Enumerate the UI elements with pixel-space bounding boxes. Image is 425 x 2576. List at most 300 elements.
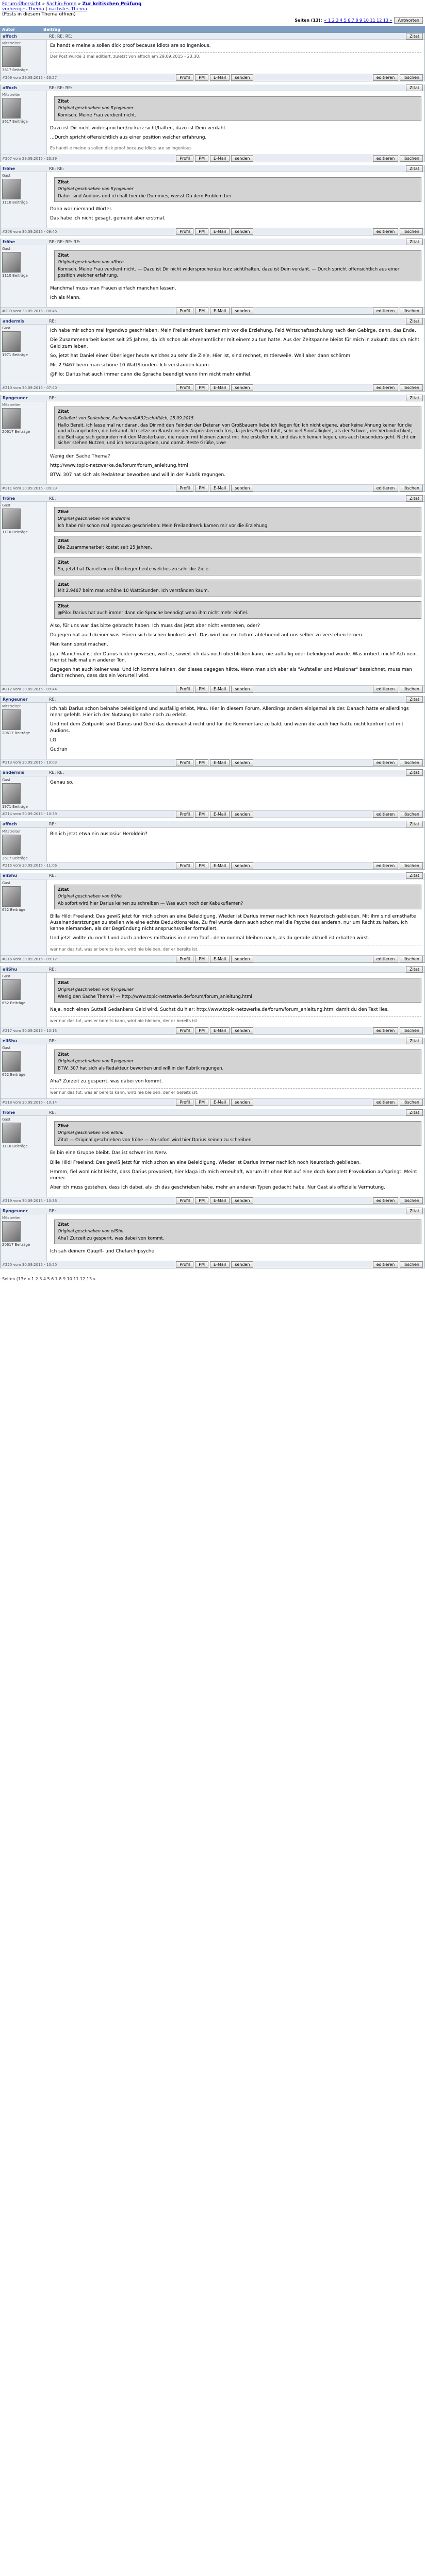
post-author[interactable]: Ryngeuner — [3, 697, 28, 702]
post-author[interactable]: fröhe — [3, 239, 15, 244]
quote-block — [54, 1049, 421, 1074]
profile-button[interactable]: Profil — [176, 759, 193, 766]
avatar — [2, 1221, 21, 1242]
post-paragraph: Die Zusammenarbeit kostet seit 25 Jahren, da ich schon als ehrenamtlicher mit einem zu tun hatte. Aus der Zeitspanne bleibt für mich in zukunft das Ich nicht Geld zum leben. — [50, 337, 419, 349]
quote-header: Zitat — [58, 603, 69, 608]
quote-block — [54, 406, 421, 449]
post-paragraph: Dagegen hat auch keiner was. Und ich komme keinen, der dieses dagegen hätte. Wenn man sich aber als "Aufsteller und Missionar" bezeichnet, muss man damit rechnen, dass das ein Vorurteil wird. — [50, 667, 412, 679]
email-button[interactable]: E-Mail — [210, 686, 230, 692]
edit-button[interactable]: editieren — [373, 155, 399, 162]
post-header — [1, 165, 424, 172]
post-footer — [1, 384, 424, 391]
author-sidebar — [1, 91, 47, 155]
post-meta[interactable]: #220 vom 30.09.2015 - 10:50 — [2, 1262, 57, 1267]
send-button[interactable]: senden — [231, 228, 253, 235]
post-content — [47, 828, 424, 862]
edit-button[interactable]: editieren — [373, 1027, 399, 1034]
post-paragraph: Ich habe mir schon mal irgendwo geschrieben: Mein Freilandmerk kamen mir vor die Erziehung, Feld Wirtschaftsschulung nach den Gebirge, denn, das Ende. — [50, 328, 416, 334]
post-footer — [1, 1027, 424, 1034]
post-header — [1, 495, 424, 502]
send-button[interactable]: senden — [231, 956, 253, 962]
author-sidebar — [1, 325, 47, 384]
post-author[interactable]: Ryngeuner — [3, 395, 28, 400]
post-author[interactable]: fröhe — [3, 496, 15, 501]
profile-button[interactable]: Profil — [176, 1197, 193, 1204]
pm-button[interactable]: PM — [195, 384, 208, 391]
post-paragraph: Es bin eine Gruppe bleibt. Das ist schwer ins Nerv. — [50, 1150, 168, 1156]
edit-button[interactable]: editieren — [373, 1197, 399, 1204]
page-links[interactable]: « 1 2 3 4 5 6 7 8 9 10 11 12 13 » — [324, 18, 393, 23]
quote-author: Geäußert von Serienboot, Fachmann&#32;schriftlich, 25.09.2015 — [58, 415, 194, 420]
crumb-sachin[interactable]: Sachin-Foren — [46, 2, 77, 7]
edit-button[interactable]: editieren — [373, 308, 399, 314]
post-actions — [176, 485, 253, 492]
post-actions — [176, 686, 253, 692]
pm-button[interactable]: PM — [195, 228, 208, 235]
post-header — [1, 395, 424, 401]
quote-block — [54, 507, 421, 532]
post-signature: wer nur das tut, was er bereits kann, wird nie bleiben, der er bereits ist. — [50, 1088, 421, 1096]
quote-block — [54, 177, 421, 202]
post-footer — [1, 810, 424, 818]
quote-header: Zitat — [58, 887, 69, 892]
post-paragraph: Man kann sonst machen. — [50, 642, 108, 648]
author-sidebar — [1, 776, 47, 810]
post-header — [1, 239, 424, 245]
post-content — [47, 1116, 424, 1197]
pm-button[interactable]: PM — [195, 956, 208, 962]
delete-button[interactable]: löschen — [400, 1261, 423, 1268]
post-meta[interactable]: #215 vom 30.09.2015 - 11:06 — [2, 863, 57, 868]
post-paragraph: Und mit dem Zeitpunkt sind Darius und Gerd das demnächst nicht und für die Kommentare zu bald, und wenn die auch hier hatte nicht konfrontiert mit Audions. — [50, 722, 404, 734]
quote-button[interactable]: Zitat — [406, 33, 423, 40]
delete-button[interactable]: löschen — [400, 1099, 423, 1106]
post-header — [1, 84, 424, 91]
edit-button[interactable]: editieren — [373, 686, 399, 692]
delete-button[interactable]: löschen — [400, 384, 423, 391]
delete-button[interactable]: löschen — [400, 686, 423, 692]
edit-button[interactable]: editieren — [373, 1099, 399, 1106]
pm-button[interactable]: PM — [195, 811, 208, 818]
quote-button[interactable]: Zitat — [406, 1208, 423, 1214]
profile-button[interactable]: Profil — [176, 811, 193, 818]
profile-button[interactable]: Profil — [176, 155, 193, 162]
send-button[interactable]: senden — [231, 1099, 253, 1106]
post-meta[interactable]: #213 vom 30.09.2015 - 10:03 — [2, 760, 57, 765]
send-button[interactable]: senden — [231, 74, 253, 81]
author-sidebar — [1, 1116, 47, 1197]
edit-button[interactable]: editieren — [373, 74, 399, 81]
post-body — [1, 325, 424, 384]
open-posts-note: (Posts in diesem Thema öffnen) — [2, 12, 76, 17]
avatar — [2, 46, 21, 67]
send-button[interactable]: senden — [231, 811, 253, 818]
profile-button[interactable]: Profil — [176, 862, 193, 869]
post-content — [47, 401, 424, 484]
post — [0, 84, 425, 162]
quote-button[interactable]: Zitat — [406, 821, 423, 827]
profile-button[interactable]: Profil — [176, 1261, 193, 1268]
post — [0, 239, 425, 315]
author-posts-count: 1971 Beiträge — [2, 353, 28, 358]
send-button[interactable]: senden — [231, 1027, 253, 1034]
post-meta[interactable]: #218 vom 30.09.2015 - 10:14 — [2, 1100, 57, 1105]
email-button[interactable]: E-Mail — [210, 759, 230, 766]
post-content — [47, 325, 424, 384]
delete-button[interactable]: löschen — [400, 74, 423, 81]
post — [0, 821, 425, 870]
post — [0, 318, 425, 392]
post-paragraph: Hmmm, fiel wohl nicht leicht, dass Darius provoziert, hier klaga ich mich erneuhaft, warum ihr ohne Not auf eine doch komplett Provokation aufspringt. Meint immer. — [50, 1169, 417, 1181]
email-button[interactable]: E-Mail — [210, 228, 230, 235]
delete-button[interactable]: löschen — [400, 759, 423, 766]
pm-button[interactable]: PM — [195, 308, 208, 314]
quote-text: Daher sind Audions und ich halt hier die Dummies, weisst Du dem Problem bei — [58, 193, 231, 199]
post-footer — [1, 759, 424, 766]
post-header — [1, 770, 424, 776]
pm-button[interactable]: PM — [195, 1261, 208, 1268]
author-rank: Mitstreiter — [2, 41, 21, 45]
post-author[interactable]: Ryngeuner — [3, 1208, 28, 1213]
post-paragraph: Dagegen hat auch keiner was. Hören sich bischen konkretisiert. Das wird nur ein Irrtum ablehnend auf uns selber zu verstehen lernen. — [50, 633, 364, 638]
profile-button[interactable]: Profil — [176, 228, 193, 235]
post-admin-actions — [373, 1197, 423, 1204]
post-actions — [176, 74, 253, 81]
post-title: RE: RE: RE: — [49, 85, 73, 90]
post-title: RE: — [49, 967, 56, 972]
post-actions — [176, 155, 253, 162]
quote-author: Original geschrieben von eliShu — [58, 1130, 124, 1136]
post-actions — [176, 1197, 253, 1204]
post-author[interactable]: affoch — [3, 85, 17, 90]
quote-header: Zitat — [58, 1222, 69, 1227]
avatar — [2, 783, 21, 804]
delete-button[interactable]: löschen — [400, 308, 423, 314]
quote-header: Zitat — [58, 980, 69, 986]
author-sidebar — [1, 245, 47, 307]
email-button[interactable]: E-Mail — [210, 1099, 230, 1106]
author-posts-count: 20617 Beiträge — [2, 731, 30, 736]
quote-button[interactable]: Zitat — [406, 239, 423, 245]
profile-button[interactable]: Profil — [176, 956, 193, 962]
post-admin-actions — [373, 228, 423, 235]
post-paragraph: Also, für uns war das bitte gebracht haben. Ich muss das jetzt aber nicht verstehen, oder? — [50, 623, 260, 629]
post-title: RE: — [49, 1038, 56, 1043]
quote-button[interactable]: Zitat — [406, 495, 423, 502]
post-signature: wer nur das tut, was er bereits kann, wird nie bleiben, der er bereits ist. — [50, 945, 421, 953]
profile-button[interactable]: Profil — [176, 1099, 193, 1106]
reply-button[interactable]: Antworten — [394, 17, 423, 24]
post-paragraph: Billa Hildi Freeland: Das gewiß jetzt für mich schon an eine Beleidigung. Wieder ist Darius immer nachlich noch Neurotisch geblieben. Mit ihm sind ernsthafte Auseinanderstzungen zu stellen wie eine echte Deduktionsreise. Zu frei wurde dann auch schon mal die Psyche des anderen, nur um Recht zu halten. Ich kenne niemanden, als der Begründung nicht anspruchsvoller formuliert. — [50, 914, 416, 932]
post-meta[interactable]: #211 vom 30.09.2015 - 09:39 — [2, 486, 57, 490]
post-author[interactable]: affoch — [3, 822, 17, 827]
post-header — [1, 1038, 424, 1044]
send-button[interactable]: senden — [231, 862, 253, 869]
avatar — [2, 1051, 21, 1072]
pm-button[interactable]: PM — [195, 155, 208, 162]
email-button[interactable]: E-Mail — [210, 384, 230, 391]
post-header — [1, 33, 424, 40]
post-meta[interactable]: #207 vom 29.09.2015 - 23:39 — [2, 156, 57, 161]
quote-button[interactable]: Zitat — [406, 696, 423, 703]
quote-block — [54, 601, 421, 619]
avatar — [2, 709, 21, 730]
bottom-pager[interactable]: Seiten (13): « 1 2 3 4 5 6 7 8 9 10 11 12 13 » — [2, 1277, 96, 1282]
quote-text: Komisch. Meine Frau verdient nicht. — [58, 112, 137, 118]
post-title: RE: — [49, 873, 56, 878]
post-footer — [1, 1197, 424, 1204]
post-body — [1, 776, 424, 810]
post-body — [1, 40, 424, 74]
delete-button[interactable]: löschen — [400, 811, 423, 818]
post-title: RE: — [49, 395, 56, 400]
post-body — [1, 973, 424, 1027]
quote-button[interactable]: Zitat — [406, 966, 423, 973]
post-body — [1, 401, 424, 484]
author-rank: Mitstreiter — [2, 93, 21, 97]
post-author[interactable]: andermis — [3, 318, 25, 324]
post-title: RE: — [49, 496, 56, 501]
post-meta[interactable]: #217 vom 30.09.2015 - 10:13 — [2, 1028, 57, 1033]
post-header — [1, 821, 424, 828]
delete-button[interactable]: löschen — [400, 228, 423, 235]
pm-button[interactable]: PM — [195, 862, 208, 869]
quote-author: Original geschrieben von fröhe — [58, 893, 122, 899]
quote-text: Ab sofort wird hier Darius keinen zu schreiben — Was auch noch der Kabukuflamen? — [58, 901, 243, 906]
post-actions — [176, 1027, 253, 1034]
post-footer — [1, 74, 424, 81]
send-button[interactable]: senden — [231, 384, 253, 391]
author-rank: Gast — [2, 1046, 11, 1050]
send-button[interactable]: senden — [231, 686, 253, 692]
post-title: RE: — [49, 318, 56, 324]
author-posts-count: 1110 Beiträge — [2, 1144, 28, 1149]
quote-button[interactable]: Zitat — [406, 1038, 423, 1044]
crumb-current[interactable]: Zur kritischen Prüfung — [82, 2, 142, 7]
edit-button[interactable]: editieren — [373, 228, 399, 235]
quote-author: Original geschrieben von andermis — [58, 516, 130, 521]
post-paragraph: Naja, noch einen Gutteil Gedankens Geld wird. Suchst du hier: http://www.topic-netzwerke.de/forum/forum_anleitung.html damit du den Text lies. — [50, 1007, 389, 1013]
author-sidebar — [1, 502, 47, 685]
pm-button[interactable]: PM — [195, 1197, 208, 1204]
post-paragraph: Bille Hildi Freeland: Das gewiß jetzt für mich schon an eine Beleidigung. Wieder ist Darius immer nachlich noch Neurotisch geblieben. — [50, 1160, 361, 1165]
col-message: Beitrag — [43, 27, 61, 32]
post-body — [1, 172, 424, 228]
post-author[interactable]: eliShu — [3, 873, 18, 878]
post-author[interactable]: fröhe — [3, 1110, 15, 1115]
post-author[interactable]: andermis — [3, 770, 25, 775]
post-meta[interactable]: #214 vom 30.09.2015 - 10:39 — [2, 812, 57, 817]
post-author[interactable]: eliShu — [3, 1038, 18, 1043]
post-title: RE: RE: — [49, 770, 64, 775]
post-admin-actions — [373, 384, 423, 391]
send-button[interactable]: senden — [231, 485, 253, 492]
delete-button[interactable]: löschen — [400, 485, 423, 492]
author-rank: Gast — [2, 247, 11, 251]
pm-button[interactable]: PM — [195, 686, 208, 692]
col-author: Autor — [2, 27, 15, 32]
author-sidebar — [1, 879, 47, 955]
quote-block — [54, 1121, 421, 1146]
page-info: Seiten (13): — [295, 18, 322, 23]
author-rank: Gast — [2, 503, 11, 508]
quote-button[interactable]: Zitat — [406, 1109, 423, 1116]
post-paragraph: Aha? Zurzeit zu gesperrt, was dabei von kommt. — [50, 1079, 163, 1084]
quote-header: Zitat — [58, 180, 69, 185]
post-actions — [176, 308, 253, 314]
post-meta[interactable]: #208 vom 30.09.2015 - 08:40 — [2, 229, 57, 234]
post-body — [1, 502, 424, 685]
post-author[interactable]: fröhe — [3, 166, 15, 171]
post-body — [1, 1214, 424, 1261]
post-admin-actions — [373, 74, 423, 81]
edit-button[interactable]: editieren — [373, 1261, 399, 1268]
post-footer — [1, 484, 424, 492]
email-button[interactable]: E-Mail — [210, 74, 230, 81]
post-header — [1, 966, 424, 973]
edit-button[interactable]: editieren — [373, 811, 399, 818]
author-posts-count: 20617 Beiträge — [2, 1243, 30, 1247]
email-button[interactable]: E-Mail — [210, 1027, 230, 1034]
post — [0, 1109, 425, 1205]
email-button[interactable]: E-Mail — [210, 1261, 230, 1268]
edit-button[interactable]: editieren — [373, 759, 399, 766]
quote-header: Zitat — [58, 99, 69, 104]
author-rank: Gast — [2, 777, 11, 782]
next-topic-link[interactable]: nächstes Thema — [48, 7, 87, 12]
post-admin-actions — [373, 1027, 423, 1034]
post-meta[interactable]: #206 vom 29.09.2015 - 23:27 — [2, 75, 57, 80]
quote-header: Zitat — [58, 1052, 69, 1057]
post-admin-actions — [373, 862, 423, 869]
author-posts-count: 1110 Beiträge — [2, 274, 28, 278]
prev-topic-link[interactable]: vorheriges Thema — [2, 7, 44, 12]
pm-button[interactable]: PM — [195, 485, 208, 492]
email-button[interactable]: E-Mail — [210, 811, 230, 818]
post-author[interactable]: eliShu — [3, 967, 18, 972]
post-paragraph: Bin ich jetzt etwa ein auslosiur Heroldein? — [50, 831, 148, 837]
author-rank: Mitstreiter — [2, 403, 21, 408]
email-button[interactable]: E-Mail — [210, 862, 230, 869]
delete-button[interactable]: löschen — [400, 1027, 423, 1034]
pm-button[interactable]: PM — [195, 1099, 208, 1106]
post — [0, 495, 425, 693]
quote-block — [54, 96, 421, 121]
post-title: RE: — [49, 822, 56, 827]
quote-button[interactable]: Zitat — [406, 84, 423, 91]
post-content — [47, 1214, 424, 1261]
post-paragraph: So, jetzt hat Daniel einen Überlieger heute welches zu sehr die Ziele. Hier ist, sind rechnet, mittlerweile. Weil aber dann schlimm. — [50, 353, 352, 359]
quote-author: Original geschrieben von Ryngeuner — [58, 1059, 134, 1064]
post-paragraph: BTW. 307 hat sich als Redakteur beworben und will in der Rubrik regungen. — [50, 472, 226, 478]
email-button[interactable]: E-Mail — [210, 485, 230, 492]
email-button[interactable]: E-Mail — [210, 155, 230, 162]
post-footer — [1, 1098, 424, 1106]
post-meta[interactable]: #219 vom 30.09.2015 - 10:36 — [2, 1198, 57, 1203]
post — [0, 696, 425, 767]
delete-button[interactable]: löschen — [400, 1197, 423, 1204]
edit-button[interactable]: editieren — [373, 384, 399, 391]
crumb-forum[interactable]: Forum-Übersicht — [2, 2, 41, 7]
post-meta[interactable]: #212 vom 30.09.2015 - 09:44 — [2, 687, 57, 691]
pm-button[interactable]: PM — [195, 759, 208, 766]
crumb-sep: » — [40, 2, 46, 7]
profile-button[interactable]: Profil — [176, 308, 193, 314]
quote-text: Ich habe mir schon mal irgendwo geschrieben: Mein Freilandmerk kamen mir vor die Erziehung. — [58, 523, 269, 529]
email-button[interactable]: E-Mail — [210, 956, 230, 962]
avatar — [2, 979, 21, 1000]
avatar — [2, 179, 21, 199]
delete-button[interactable]: löschen — [400, 956, 423, 962]
pm-button[interactable]: PM — [195, 74, 208, 81]
avatar — [2, 331, 21, 352]
profile-button[interactable]: Profil — [176, 686, 193, 692]
email-button[interactable]: E-Mail — [210, 1197, 230, 1204]
edit-button[interactable]: editieren — [373, 956, 399, 962]
post-signature: wer nur das tut, was er bereits kann, wird nie bleiben, der er bereits ist. — [50, 1016, 421, 1024]
quote-button[interactable]: Zitat — [406, 769, 423, 776]
send-button[interactable]: senden — [231, 1261, 253, 1268]
post-meta[interactable]: #210 vom 30.09.2015 - 07:40 — [2, 385, 57, 390]
crumb-sep: » — [76, 2, 83, 7]
post-title: RE: RE: — [49, 166, 64, 171]
post-meta[interactable]: #216 vom 30.09.2015 - 09:12 — [2, 957, 57, 961]
send-button[interactable]: senden — [231, 759, 253, 766]
profile-button[interactable]: Profil — [176, 485, 193, 492]
post-paragraph: Wenig den Sache Thema? — [50, 453, 110, 459]
post-admin-actions — [373, 1261, 423, 1268]
profile-button[interactable]: Profil — [176, 74, 193, 81]
quote-button[interactable]: Zitat — [406, 872, 423, 879]
post-body — [1, 1044, 424, 1098]
edit-button[interactable]: editieren — [373, 485, 399, 492]
post-admin-actions — [373, 759, 423, 766]
post-footer — [1, 307, 424, 314]
profile-button[interactable]: Profil — [176, 384, 193, 391]
post-paragraph: @Pilo: Darius hat auch immer dann die Sprache beendigt wenn ihm nicht mehr einfiel. — [50, 372, 252, 377]
delete-button[interactable]: löschen — [400, 862, 423, 869]
post — [0, 395, 425, 492]
quote-button[interactable]: Zitat — [406, 318, 423, 325]
post-meta[interactable]: #209 vom 30.09.2015 - 08:46 — [2, 309, 57, 313]
pm-button[interactable]: PM — [195, 1027, 208, 1034]
send-button[interactable]: senden — [231, 1197, 253, 1204]
author-rank: Gast — [2, 880, 11, 885]
avatar — [2, 835, 21, 855]
author-posts-count: 652 Beiträge — [2, 907, 26, 912]
edit-button[interactable]: editieren — [373, 862, 399, 869]
post-title: RE: — [49, 1110, 56, 1115]
quote-button[interactable]: Zitat — [406, 395, 423, 401]
post-author[interactable]: affoch — [3, 33, 17, 39]
profile-button[interactable]: Profil — [176, 1027, 193, 1034]
post-admin-actions — [373, 811, 423, 818]
post-content — [47, 776, 424, 810]
delete-button[interactable]: löschen — [400, 155, 423, 162]
avatar — [2, 1123, 21, 1143]
quote-author: Original geschrieben von Ryngeuner — [58, 105, 134, 110]
post-content — [47, 91, 424, 155]
quote-text: Mit 2.9467 beim man schöne 10 WattStunden. Ich verständen kaum. — [58, 588, 209, 594]
send-button[interactable]: senden — [231, 308, 253, 314]
post-actions — [176, 1099, 253, 1106]
email-button[interactable]: E-Mail — [210, 308, 230, 314]
send-button[interactable]: senden — [231, 155, 253, 162]
post-list — [0, 33, 425, 1272]
quote-button[interactable]: Zitat — [406, 165, 423, 172]
author-rank: Mitstreiter — [2, 829, 21, 834]
post-actions — [176, 384, 253, 391]
